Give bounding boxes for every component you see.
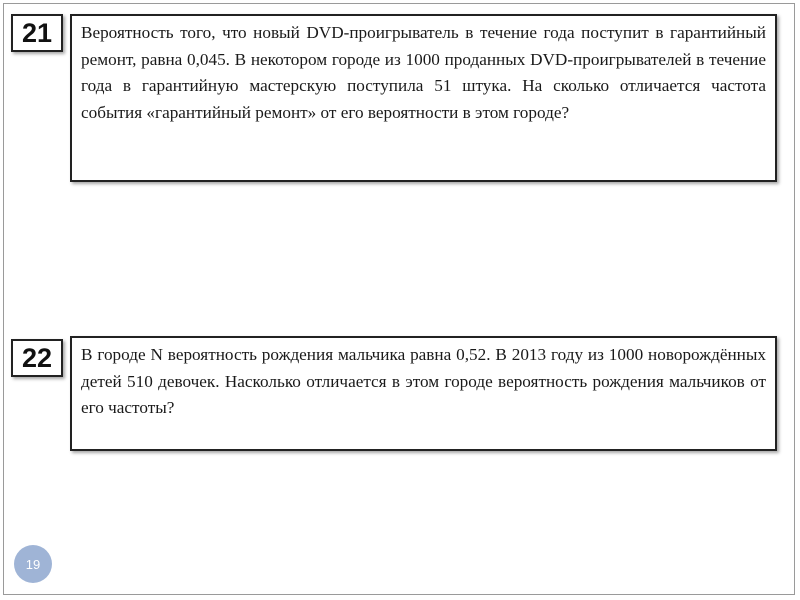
task-box-21 <box>70 14 777 182</box>
task-number-22: 22 <box>11 339 63 377</box>
page-number-badge: 19 <box>14 545 52 583</box>
task-text-22: В городе N вероятность рождения мальчика равна 0,52. В 2013 году из 1000 новорождённых детей 510 девочек. Насколько отличается в этом городе вероятность рождения мальчиков от его частоты? <box>81 345 766 417</box>
task-box-22 <box>70 336 777 451</box>
task-text-21: Вероятность того, что новый DVD-проигрыватель в течение года поступит в гарантийный ремонт, равна 0,045. В некотором городе из 1000 проданных DVD-проигрывателей в течение года в гарантийную мастерскую поступила 51 штука. На сколько отличается частота события «гарантийный ремонт» от его вероятности в этом городе? <box>81 23 766 122</box>
task-number-21: 21 <box>11 14 63 52</box>
